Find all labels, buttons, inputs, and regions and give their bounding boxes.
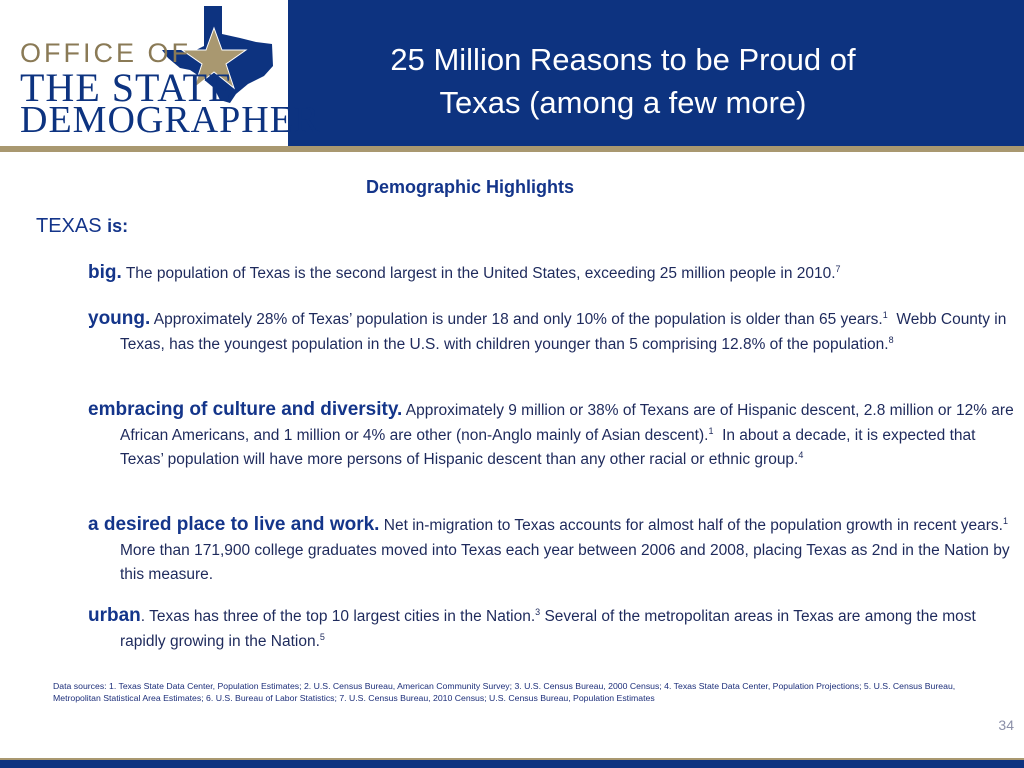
texas-word: TEXAS	[36, 215, 102, 237]
highlight-term: a desired place to live and work.	[88, 514, 380, 535]
footnote-marker: 1	[882, 310, 888, 320]
page-number: 34	[998, 717, 1014, 733]
logo-office-of: OFFICE OF	[20, 38, 191, 68]
footnote-marker: 1	[1002, 516, 1008, 526]
highlight-culture	[88, 398, 1020, 473]
footnote-marker: 3	[535, 607, 541, 617]
title-line-2: Texas (among a few more)	[439, 85, 807, 120]
highlight-urban	[88, 604, 1020, 654]
highlight-young	[88, 307, 1020, 357]
footnote-marker: 7	[835, 264, 841, 274]
highlight-text: Texas has three of the top 10 largest cities in the Nation.	[149, 608, 536, 625]
slide-title	[300, 38, 946, 124]
gold-divider	[0, 146, 1024, 152]
highlight-text: Approximately 28% of Texas’ population is under 18 and only 10% of the population is older than 65 years.	[153, 311, 883, 328]
highlight-term: big.	[88, 262, 122, 283]
logo-the-state: THE STATE	[20, 65, 234, 110]
footnote-marker: 8	[888, 334, 894, 345]
highlight-big	[88, 261, 1020, 287]
texas-lead-heading	[36, 215, 128, 238]
is-word: is:	[107, 216, 129, 236]
title-line-1: 25 Million Reasons to be Proud of	[390, 42, 856, 77]
highlight-term: embracing of culture and diversity.	[88, 399, 403, 420]
footer-bar	[0, 758, 1024, 768]
highlight-term: urban	[88, 605, 141, 626]
data-sources: Data sources: 1. Texas State Data Center, Population Estimates; 2. U.S. Census Bureau, American Community Survey; 3. U.S. Census Bureau, 2000 Census; 4. Texas State Data Center, Population Projections; 5. U.S. Census Bureau, Metropolitan Statistical Area Estimates; 6. U.S. Bureau of Labor Statistics; 7. U.S. Census Bureau, 2010 Census; U.S. Census Bureau, Population Estimates	[53, 681, 956, 703]
highlight-text: Several of the metropolitan areas in Texas are among the most rapidly growing in the Nation.	[120, 608, 976, 650]
highlight-text: Webb County in Texas, has the youngest population in the U.S. with children younger than 5 comprising 12.8% of the population.	[120, 311, 1007, 353]
section-subtitle: Demographic Highlights	[365, 177, 574, 197]
highlight-text: More than 171,900 college graduates moved into Texas each year between 2006 and 2008, placing Texas as 2nd in the Nation by this measure.	[120, 541, 1010, 583]
highlight-place	[88, 513, 1020, 588]
highlight-text: In about a decade, it is expected that Texas’ population will have more persons of Hispanic descent than any other racial or ethnic group.	[120, 426, 976, 468]
footnote-marker: 4	[798, 450, 804, 460]
term-period: .	[140, 608, 146, 625]
highlight-term: young.	[88, 308, 151, 329]
highlight-text: The population of Texas is the second largest in the United States, exceeding 25 million people in 2010.	[125, 265, 836, 282]
state-demographer-logo	[0, 0, 321, 146]
footnote-marker: 1	[708, 425, 714, 436]
logo-demographer: DEMOGRAPHER	[20, 99, 321, 141]
highlight-text: Net in-migration to Texas accounts for almost half of the population growth in recent years.	[383, 517, 1003, 534]
footnote-marker: 5	[319, 631, 325, 642]
highlight-text: Approximately 9 million or 38% of Texans are of Hispanic descent, 2.8 million or 12% are African Americans, and 1 million or 4% are other (non-Anglo mainly of Asian descent).	[120, 402, 1014, 444]
